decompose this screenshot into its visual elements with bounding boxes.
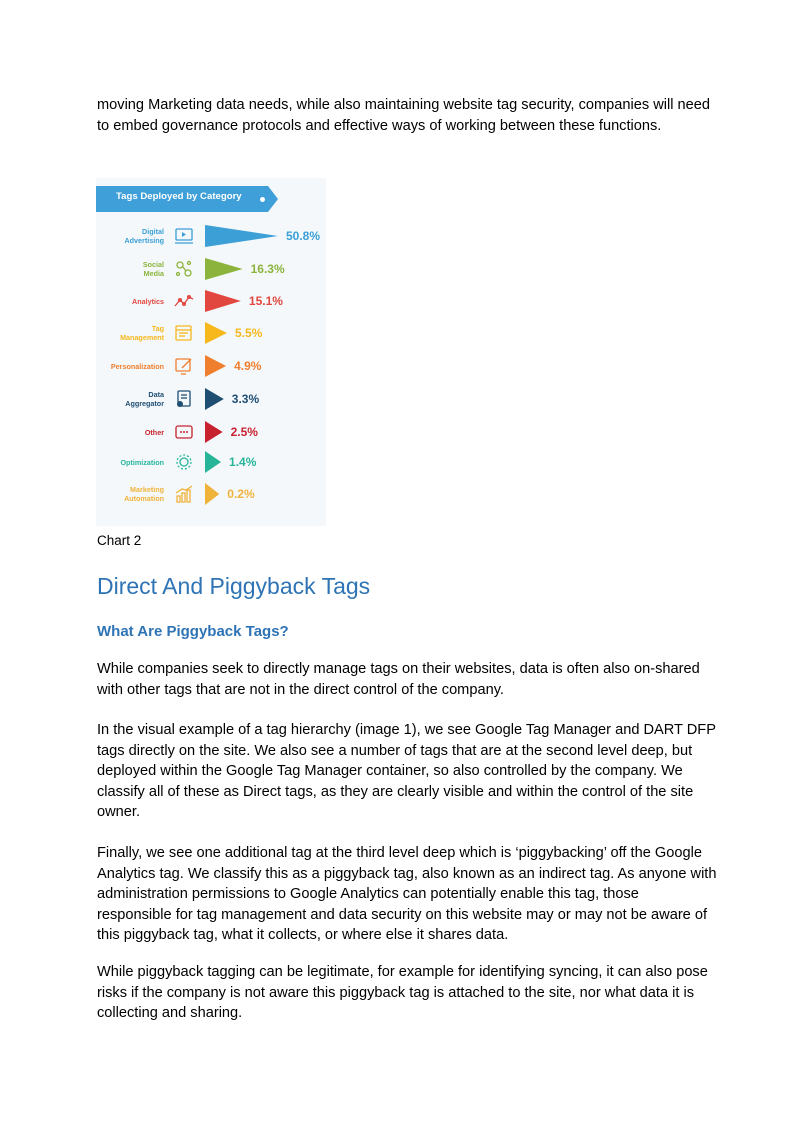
category-bar xyxy=(205,225,280,247)
category-label: Other xyxy=(144,427,164,437)
category-bar xyxy=(205,451,223,473)
chart-title: Tags Deployed by Category xyxy=(116,191,242,202)
gear-cycle-icon xyxy=(174,452,194,472)
category-label: Personalization xyxy=(110,361,164,371)
category-bar xyxy=(205,421,225,443)
category-value: 3.3% xyxy=(231,392,260,406)
category-label: Tag Management xyxy=(120,324,164,342)
category-bar xyxy=(205,290,243,312)
category-value: 0.2% xyxy=(227,487,255,501)
category-value: 5.5% xyxy=(234,326,263,340)
category-value: 2.5% xyxy=(230,425,258,439)
paragraph-2: In the visual example of a tag hierarchy (image 1), we see Google Tag Manager and DART DFP tags directly on the site. We also see a number of tags that are at the second level deep, but deployed within the Google Tag Manager container, so also controlled by the company. We classify all of these as Direct tags, as they are clearly visible and within the control of the site owner. xyxy=(97,722,716,821)
category-label: Data Aggregator xyxy=(125,390,164,408)
category-bar xyxy=(205,355,228,377)
category-bar xyxy=(205,258,245,280)
paragraph-4: While piggyback tagging can be legitimate, for example for identifying syncing, it can also pose risks if the company is not aware this piggyback tag is attached to the site, nor what data it is collecting and sharing. xyxy=(97,964,708,1022)
category-bar xyxy=(205,388,226,410)
tag-window-icon xyxy=(174,323,194,343)
chart-caption: Chart 2 xyxy=(97,533,142,548)
category-label: Analytics xyxy=(132,296,164,306)
category-label: Marketing Automation xyxy=(124,485,164,503)
video-ad-icon xyxy=(174,226,194,246)
category-bar xyxy=(205,322,229,344)
banner-dot xyxy=(260,197,265,202)
sub-heading: What Are Piggyback Tags? xyxy=(97,623,289,640)
category-value: 15.1% xyxy=(248,294,283,308)
category-value: 50.8% xyxy=(286,229,321,243)
more-dots-icon xyxy=(174,422,194,442)
paragraph-1: While companies seek to directly manage tags on their websites, data is often also on-shared with other tags that are not in the direct control of the company. xyxy=(97,661,700,698)
category-bar xyxy=(205,483,221,505)
category-label: Optimization xyxy=(120,457,164,467)
tags-by-category-infographic xyxy=(96,178,326,526)
paragraph-3: Finally, we see one additional tag at the third level deep which is ‘piggybacking’ off the Google Analytics tag. We classify this as a piggyback tag, also known as an indirect tag. As anyone with administration permissions to Google Analytics can potentially enable this tag, those responsible for tag management and data security on this website may or may not be aware of this piggyback tag, what it collects, or where else it shares data. xyxy=(97,845,717,944)
category-label: Social Media xyxy=(142,260,164,278)
line-graph-icon xyxy=(174,291,194,311)
section-heading: Direct And Piggyback Tags xyxy=(97,573,371,599)
category-value: 4.9% xyxy=(234,359,262,373)
intro-paragraph: moving Marketing data needs, while also maintaining website tag security, companies will need to embed governance protocols and effective ways of working between these functions. xyxy=(97,97,710,134)
growth-bars-icon xyxy=(174,484,194,504)
social-network-icon xyxy=(174,259,194,279)
category-value: 1.4% xyxy=(229,455,257,469)
document-chart-icon xyxy=(174,389,194,409)
category-label: Digital Advertising xyxy=(124,227,164,245)
edit-screen-icon xyxy=(174,356,194,376)
category-value: 16.3% xyxy=(250,262,285,276)
